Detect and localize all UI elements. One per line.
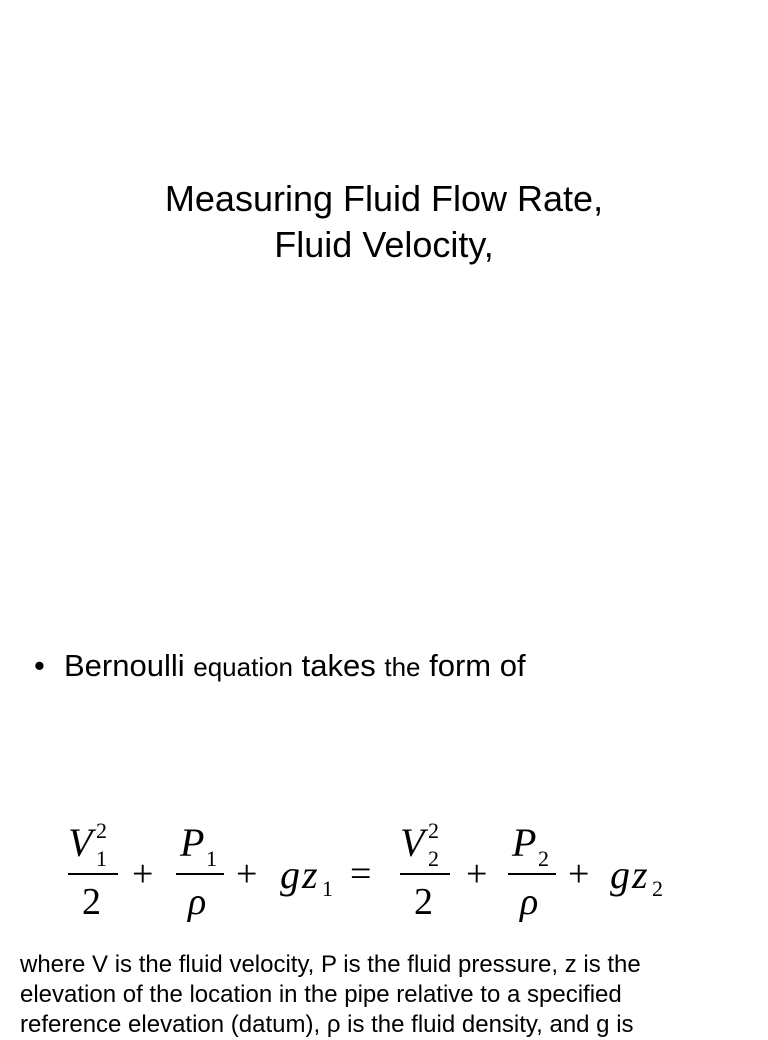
bullet-text-part-5: form of	[420, 648, 526, 683]
z-symbol-1: z	[302, 852, 318, 897]
term-p2-over-rho	[508, 820, 556, 923]
z-symbol-2: z	[632, 852, 648, 897]
bullet-text-part-1: Bernoulli	[64, 648, 194, 683]
v2-symbol: V	[400, 820, 425, 865]
v1-subscript: 1	[96, 846, 107, 871]
rho-1: ρ	[188, 881, 207, 923]
term-g-z1	[280, 852, 333, 901]
p2-subscript: 2	[538, 846, 549, 871]
rho-2: ρ	[520, 881, 539, 923]
slide-title	[0, 176, 768, 268]
p1-subscript: 1	[206, 846, 217, 871]
denominator-3: 2	[414, 881, 433, 923]
plus-sign-2: +	[236, 853, 258, 895]
plus-sign-4: +	[568, 853, 590, 895]
bullet-text-part-3: takes	[293, 648, 385, 683]
z1-subscript: 1	[322, 876, 333, 901]
denominator-1: 2	[82, 881, 101, 923]
bullet-icon: •	[34, 648, 45, 683]
term-v2-squared-over-2	[400, 818, 450, 923]
title-line-2: Fluid Velocity,	[274, 224, 494, 265]
equation-explanation: where V is the fluid velocity, P is the fluid pressure, z is the elevation of the location in the pipe relative to a specified reference elevation (datum), ρ is the fluid density, and g is	[20, 951, 641, 1038]
term-p1-over-rho	[176, 820, 224, 923]
v2-subscript: 2	[428, 846, 439, 871]
term-g-z2	[610, 852, 663, 901]
bullet-text-part-2: equation	[193, 652, 294, 682]
title-line-1: Measuring Fluid Flow Rate,	[164, 178, 604, 219]
p2-symbol: P	[512, 820, 537, 865]
equals-sign: =	[350, 853, 372, 895]
bullet-point	[34, 644, 526, 689]
plus-sign-1: +	[132, 853, 154, 895]
bullet-text-part-4: the	[384, 652, 421, 682]
g-symbol-1: g	[280, 852, 300, 897]
bernoulli-equation	[60, 808, 700, 928]
plus-sign-3: +	[466, 853, 488, 895]
v1-symbol: V	[68, 820, 93, 865]
z2-subscript: 2	[652, 876, 663, 901]
g-symbol-2: g	[610, 852, 630, 897]
v1-exponent: 2	[96, 818, 107, 843]
v2-exponent: 2	[428, 818, 439, 843]
p1-symbol: P	[180, 820, 205, 865]
term-v1-squared-over-2	[68, 818, 118, 923]
